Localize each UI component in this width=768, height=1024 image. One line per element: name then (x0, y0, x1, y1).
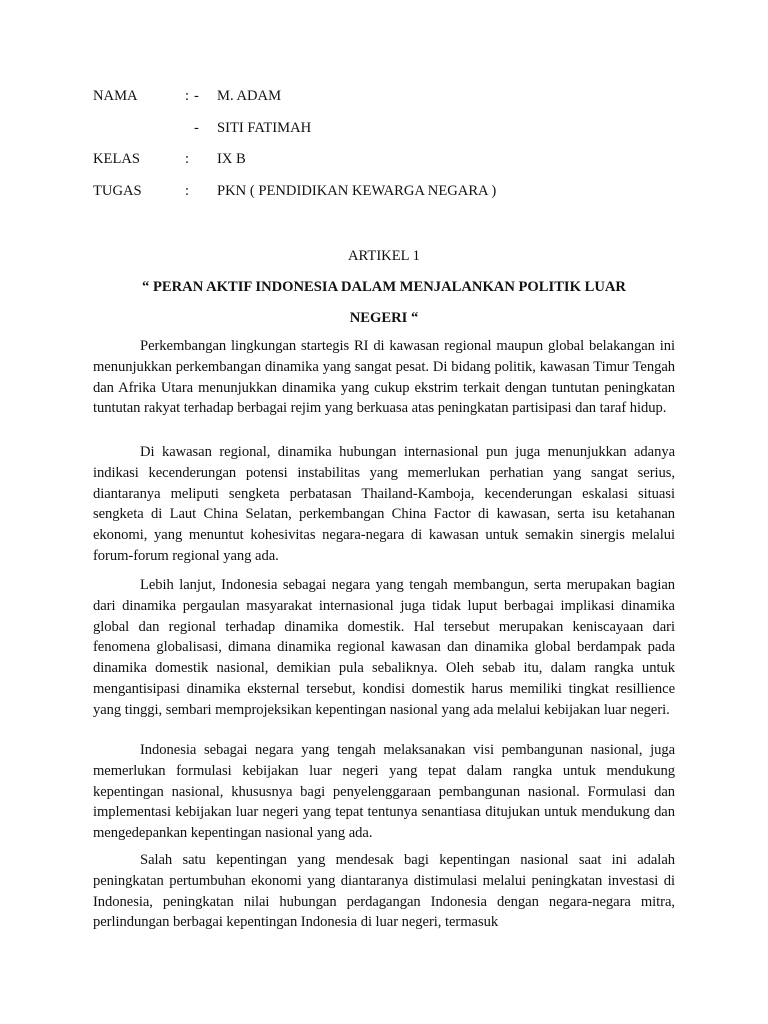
article-title-line1: “ PERAN AKTIF INDONESIA DALAM MENJALANKAN POLITIK LUAR (142, 279, 626, 295)
paragraph-5: Salah satu kepentingan yang mendesak bagi kepentingan nasional saat ini adalah peningkatan pertumbuhan ekonomi yang diantaranya distimulasi melalui peningkatan investasi di Indonesia, peningkatan nilai hubungan perdagangan Indonesia dengan negara-negara mitra, perlindungan berbagai kepentingan Indonesia di luar negeri, termasuk (93, 852, 675, 931)
tugas-colon: : (185, 183, 190, 199)
nama2-value: SITI FATIMAH (217, 120, 312, 136)
nama-value: M. ADAM (217, 88, 282, 104)
paragraph-1: Perkembangan lingkungan startegis RI di kawasan regional maupun global belakangan ini menunjukkan perkembangan dinamika yang sangat pesat. Di bidang politik, kawasan Timur Tengah dan Afrika Utara menunjukkan dinamika yang cukup ekstrim terkait dengan tuntutan peningkatan tuntutan rakyat terhadap berbagai rejim yang berkuasa atas peningkatan partisipasi dan taraf hidup. (93, 338, 675, 417)
kelas-row (93, 149, 393, 169)
tugas-value: PKN ( PENDIDIKAN KEWARGA NEGARA ) (217, 183, 497, 199)
nama2-row (93, 118, 393, 138)
article-heading: ARTIKEL 1 (348, 248, 420, 264)
nama-label: NAMA (93, 88, 138, 104)
paragraph-4: Indonesia sebagai negara yang tengah melaksanakan visi pembangunan nasional, juga memerlukan formulasi kebijakan luar negeri yang tepat dalam rangka untuk mendukung kepentingan nasional, khususnya bagi penyelenggaraan pembangunan nasional. Formulasi dan implementasi kebijakan luar negeri yang tepat tentunya senantiasa ditujukan untuk mendukung dan mengedepankan kepentingan nasional yang ada. (93, 742, 675, 842)
article-title-line2: NEGERI “ (349, 310, 419, 326)
paragraph-2: Di kawasan regional, dinamika hubungan internasional pun juga menunjukkan adanya indikasi kecenderungan potensi instabilitas yang memerlukan perhatian yang sangat serius, diantaranya meliputi sengketa perbatasan Thailand-Kamboja, kecenderungan eskalasi situasi sengketa di Laut China Selatan, perkembangan China Factor di kawasan, serta isu ketahanan ekonomi, yang menuntut kohesivitas negara-negara di kawasan untuk semakin sinergis melalui forum-forum regional yang ada. (93, 444, 675, 564)
tugas-label: TUGAS (93, 183, 142, 199)
kelas-label: KELAS (93, 151, 141, 167)
kelas-colon: : (185, 151, 190, 167)
nama-row (93, 86, 393, 106)
nama-colon: : (185, 88, 190, 104)
nama2-dash: - (194, 120, 199, 136)
tugas-row (93, 181, 593, 201)
paragraph-3: Lebih lanjut, Indonesia sebagai negara yang tengah membangun, serta merupakan bagian dari dinamika pergaulan masyarakat internasional juga tidak luput berbagai implikasi dinamika global dan regional terhadap dinamika domestik. Hal tersebut merupakan keniscayaan dari fenomena globalisasi, dimana dinamika regional kawasan dan dinamika global berdampak pada dinamika domestik nasional, demikian pula sebaliknya. Oleh sebab itu, dalam rangka untuk mengantisipasi dinamika eksternal tersebut, kondisi domestik harus memiliki tingkat resillience yang tinggi, sembari memprojeksikan kepentingan nasional yang ada melalui kebijakan luar negeri. (93, 577, 675, 718)
kelas-value: IX B (217, 151, 246, 167)
nama-dash: - (194, 88, 199, 104)
